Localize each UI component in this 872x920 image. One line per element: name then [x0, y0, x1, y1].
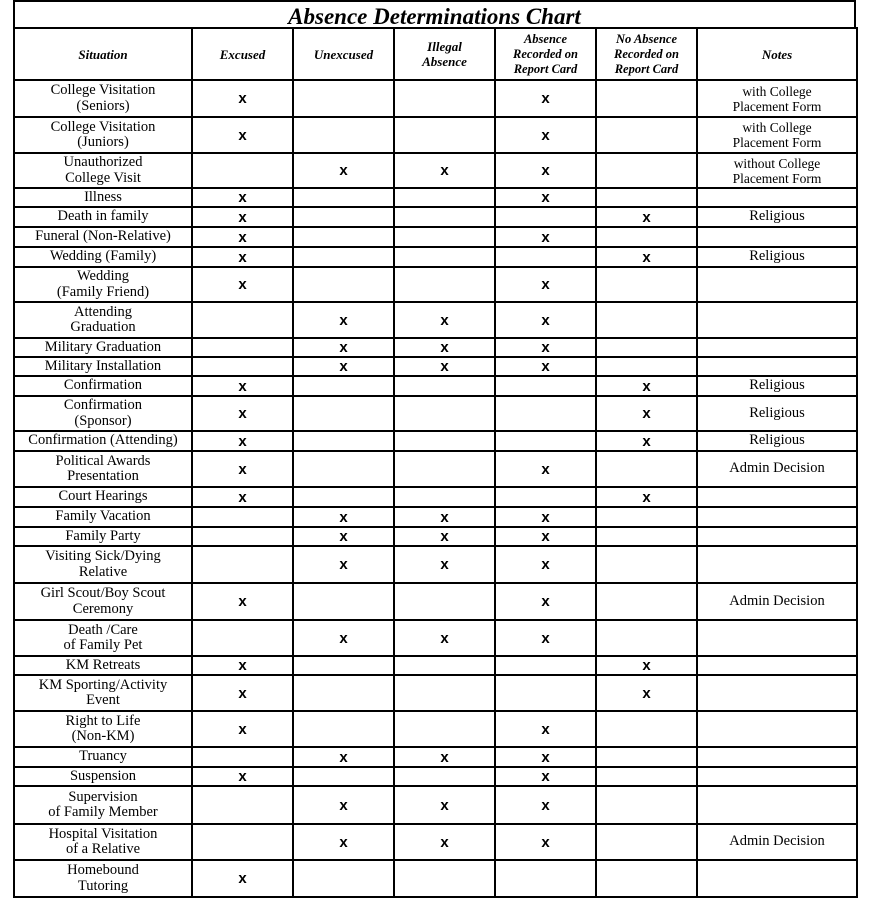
not-recorded-mark-cell: x: [596, 675, 697, 711]
header-situation: Situation: [14, 28, 192, 80]
recorded-mark-cell: x: [495, 767, 596, 786]
recorded-mark-cell: x: [495, 153, 596, 188]
not-recorded-mark-cell: [596, 267, 697, 302]
situation-cell: Court Hearings: [14, 487, 192, 507]
unexcused-mark-cell: [293, 451, 394, 487]
notes-cell: [697, 357, 857, 376]
situation-cell: Suspension: [14, 767, 192, 786]
unexcused-mark-cell: x: [293, 338, 394, 357]
illegal-mark-cell: [394, 487, 495, 507]
table-row: [14, 451, 857, 487]
recorded-mark-cell: x: [495, 188, 596, 207]
illegal-mark-cell: [394, 207, 495, 227]
notes-cell: [697, 860, 857, 897]
recorded-mark-cell: x: [495, 338, 596, 357]
not-recorded-mark-cell: [596, 786, 697, 824]
table-row: [14, 227, 857, 247]
not-recorded-mark-cell: [596, 357, 697, 376]
situation-cell: Confirmation (Attending): [14, 431, 192, 451]
situation-cell: College Visitation (Juniors): [14, 117, 192, 153]
recorded-mark-cell: [495, 675, 596, 711]
notes-cell: [697, 675, 857, 711]
notes-cell: [697, 747, 857, 767]
not-recorded-mark-cell: [596, 824, 697, 860]
notes-cell: [697, 656, 857, 675]
situation-cell: Right to Life (Non-KM): [14, 711, 192, 747]
notes-cell: [697, 487, 857, 507]
excused-mark-cell: x: [192, 207, 293, 227]
recorded-mark-cell: x: [495, 451, 596, 487]
recorded-mark-cell: [495, 431, 596, 451]
unexcused-mark-cell: x: [293, 527, 394, 546]
notes-cell: [697, 302, 857, 338]
illegal-mark-cell: x: [394, 747, 495, 767]
excused-mark-cell: [192, 747, 293, 767]
illegal-mark-cell: [394, 376, 495, 396]
table-row: [14, 153, 857, 188]
excused-mark-cell: [192, 302, 293, 338]
not-recorded-mark-cell: [596, 338, 697, 357]
table-row: [14, 620, 857, 656]
not-recorded-mark-cell: [596, 227, 697, 247]
excused-mark-cell: x: [192, 431, 293, 451]
excused-mark-cell: x: [192, 860, 293, 897]
recorded-mark-cell: x: [495, 80, 596, 117]
table-row: [14, 711, 857, 747]
illegal-mark-cell: [394, 188, 495, 207]
situation-cell: Hospital Visitation of a Relative: [14, 824, 192, 860]
illegal-mark-cell: x: [394, 620, 495, 656]
table-row: [14, 338, 857, 357]
unexcused-mark-cell: [293, 267, 394, 302]
not-recorded-mark-cell: [596, 507, 697, 527]
situation-cell: Unauthorized College Visit: [14, 153, 192, 188]
header-row: [14, 28, 857, 80]
excused-mark-cell: x: [192, 376, 293, 396]
not-recorded-mark-cell: [596, 747, 697, 767]
not-recorded-mark-cell: [596, 153, 697, 188]
notes-cell: [697, 227, 857, 247]
unexcused-mark-cell: [293, 188, 394, 207]
notes-cell: [697, 338, 857, 357]
illegal-mark-cell: [394, 267, 495, 302]
notes-cell: [697, 188, 857, 207]
situation-cell: Wedding (Family Friend): [14, 267, 192, 302]
illegal-mark-cell: [394, 396, 495, 431]
recorded-mark-cell: x: [495, 357, 596, 376]
table-row: [14, 207, 857, 227]
recorded-mark-cell: x: [495, 747, 596, 767]
unexcused-mark-cell: [293, 247, 394, 267]
illegal-mark-cell: [394, 431, 495, 451]
header-absence-recorded: Absence Recorded on Report Card: [495, 28, 596, 80]
illegal-mark-cell: [394, 227, 495, 247]
table-row: [14, 786, 857, 824]
not-recorded-mark-cell: [596, 546, 697, 583]
situation-cell: Death /Care of Family Pet: [14, 620, 192, 656]
situation-cell: Truancy: [14, 747, 192, 767]
unexcused-mark-cell: [293, 431, 394, 451]
table-row: [14, 487, 857, 507]
illegal-mark-cell: [394, 767, 495, 786]
recorded-mark-cell: [495, 396, 596, 431]
situation-cell: Military Installation: [14, 357, 192, 376]
illegal-mark-cell: [394, 80, 495, 117]
unexcused-mark-cell: x: [293, 620, 394, 656]
not-recorded-mark-cell: [596, 188, 697, 207]
recorded-mark-cell: x: [495, 546, 596, 583]
situation-cell: Supervision of Family Member: [14, 786, 192, 824]
situation-cell: Girl Scout/Boy Scout Ceremony: [14, 583, 192, 620]
table-row: [14, 302, 857, 338]
recorded-mark-cell: x: [495, 786, 596, 824]
header-illegal-absence: Illegal Absence: [394, 28, 495, 80]
recorded-mark-cell: x: [495, 302, 596, 338]
illegal-mark-cell: [394, 117, 495, 153]
excused-mark-cell: x: [192, 583, 293, 620]
unexcused-mark-cell: [293, 860, 394, 897]
excused-mark-cell: x: [192, 451, 293, 487]
illegal-mark-cell: x: [394, 338, 495, 357]
unexcused-mark-cell: [293, 227, 394, 247]
excused-mark-cell: [192, 546, 293, 583]
illegal-mark-cell: x: [394, 357, 495, 376]
excused-mark-cell: [192, 338, 293, 357]
illegal-mark-cell: [394, 451, 495, 487]
not-recorded-mark-cell: x: [596, 431, 697, 451]
table-row: [14, 675, 857, 711]
illegal-mark-cell: [394, 247, 495, 267]
chart-title: Absence Determinations Chart: [13, 0, 856, 27]
not-recorded-mark-cell: [596, 860, 697, 897]
unexcused-mark-cell: [293, 80, 394, 117]
notes-cell: [697, 767, 857, 786]
notes-cell: [697, 786, 857, 824]
notes-cell: without College Placement Form: [697, 153, 857, 188]
unexcused-mark-cell: [293, 207, 394, 227]
not-recorded-mark-cell: x: [596, 376, 697, 396]
notes-cell: Religious: [697, 396, 857, 431]
excused-mark-cell: x: [192, 117, 293, 153]
table-row: [14, 824, 857, 860]
illegal-mark-cell: [394, 860, 495, 897]
excused-mark-cell: x: [192, 80, 293, 117]
situation-cell: Confirmation: [14, 376, 192, 396]
unexcused-mark-cell: [293, 675, 394, 711]
excused-mark-cell: [192, 786, 293, 824]
table-row: [14, 267, 857, 302]
notes-cell: [697, 527, 857, 546]
illegal-mark-cell: [394, 656, 495, 675]
notes-cell: [697, 546, 857, 583]
recorded-mark-cell: [495, 207, 596, 227]
table-row: [14, 656, 857, 675]
illegal-mark-cell: x: [394, 302, 495, 338]
not-recorded-mark-cell: x: [596, 487, 697, 507]
situation-cell: Family Party: [14, 527, 192, 546]
excused-mark-cell: [192, 824, 293, 860]
situation-cell: Confirmation (Sponsor): [14, 396, 192, 431]
table-row: [14, 860, 857, 897]
unexcused-mark-cell: x: [293, 786, 394, 824]
not-recorded-mark-cell: x: [596, 656, 697, 675]
unexcused-mark-cell: [293, 583, 394, 620]
table-row: [14, 431, 857, 451]
not-recorded-mark-cell: [596, 620, 697, 656]
illegal-mark-cell: x: [394, 546, 495, 583]
recorded-mark-cell: [495, 860, 596, 897]
situation-cell: Family Vacation: [14, 507, 192, 527]
unexcused-mark-cell: x: [293, 302, 394, 338]
recorded-mark-cell: [495, 376, 596, 396]
excused-mark-cell: x: [192, 675, 293, 711]
situation-cell: Homebound Tutoring: [14, 860, 192, 897]
illegal-mark-cell: [394, 583, 495, 620]
recorded-mark-cell: x: [495, 711, 596, 747]
unexcused-mark-cell: [293, 767, 394, 786]
recorded-mark-cell: x: [495, 267, 596, 302]
recorded-mark-cell: x: [495, 117, 596, 153]
situation-cell: Illness: [14, 188, 192, 207]
notes-cell: Religious: [697, 247, 857, 267]
situation-cell: Military Graduation: [14, 338, 192, 357]
not-recorded-mark-cell: [596, 711, 697, 747]
recorded-mark-cell: [495, 656, 596, 675]
notes-cell: [697, 267, 857, 302]
notes-cell: Admin Decision: [697, 583, 857, 620]
recorded-mark-cell: x: [495, 620, 596, 656]
excused-mark-cell: x: [192, 487, 293, 507]
table-row: [14, 80, 857, 117]
not-recorded-mark-cell: [596, 583, 697, 620]
situation-cell: KM Sporting/Activity Event: [14, 675, 192, 711]
excused-mark-cell: [192, 527, 293, 546]
table-row: [14, 247, 857, 267]
table-row: [14, 357, 857, 376]
notes-cell: Religious: [697, 207, 857, 227]
table-row: [14, 396, 857, 431]
excused-mark-cell: x: [192, 227, 293, 247]
excused-mark-cell: x: [192, 656, 293, 675]
absence-chart-document: [13, 0, 856, 898]
table-row: [14, 583, 857, 620]
situation-cell: Visiting Sick/Dying Relative: [14, 546, 192, 583]
illegal-mark-cell: [394, 675, 495, 711]
excused-mark-cell: [192, 507, 293, 527]
not-recorded-mark-cell: x: [596, 207, 697, 227]
notes-cell: Religious: [697, 431, 857, 451]
unexcused-mark-cell: [293, 117, 394, 153]
illegal-mark-cell: x: [394, 527, 495, 546]
unexcused-mark-cell: x: [293, 507, 394, 527]
recorded-mark-cell: [495, 247, 596, 267]
illegal-mark-cell: x: [394, 153, 495, 188]
notes-cell: with College Placement Form: [697, 80, 857, 117]
unexcused-mark-cell: [293, 487, 394, 507]
notes-cell: Admin Decision: [697, 451, 857, 487]
unexcused-mark-cell: [293, 656, 394, 675]
recorded-mark-cell: x: [495, 227, 596, 247]
illegal-mark-cell: [394, 711, 495, 747]
unexcused-mark-cell: [293, 376, 394, 396]
absence-table: [13, 27, 858, 898]
excused-mark-cell: x: [192, 188, 293, 207]
unexcused-mark-cell: x: [293, 824, 394, 860]
recorded-mark-cell: x: [495, 527, 596, 546]
not-recorded-mark-cell: [596, 117, 697, 153]
recorded-mark-cell: [495, 487, 596, 507]
unexcused-mark-cell: x: [293, 153, 394, 188]
table-row: [14, 507, 857, 527]
situation-cell: Political Awards Presentation: [14, 451, 192, 487]
unexcused-mark-cell: x: [293, 357, 394, 376]
notes-cell: Religious: [697, 376, 857, 396]
excused-mark-cell: [192, 357, 293, 376]
situation-cell: College Visitation (Seniors): [14, 80, 192, 117]
unexcused-mark-cell: [293, 396, 394, 431]
illegal-mark-cell: x: [394, 507, 495, 527]
unexcused-mark-cell: x: [293, 747, 394, 767]
not-recorded-mark-cell: [596, 767, 697, 786]
table-row: [14, 376, 857, 396]
table-row: [14, 527, 857, 546]
situation-cell: Death in family: [14, 207, 192, 227]
notes-cell: [697, 620, 857, 656]
excused-mark-cell: x: [192, 396, 293, 431]
unexcused-mark-cell: [293, 711, 394, 747]
table-row: [14, 546, 857, 583]
situation-cell: Funeral (Non-Relative): [14, 227, 192, 247]
illegal-mark-cell: x: [394, 824, 495, 860]
not-recorded-mark-cell: x: [596, 396, 697, 431]
header-unexcused: Unexcused: [293, 28, 394, 80]
situation-cell: Attending Graduation: [14, 302, 192, 338]
illegal-mark-cell: x: [394, 786, 495, 824]
not-recorded-mark-cell: [596, 527, 697, 546]
notes-cell: [697, 711, 857, 747]
recorded-mark-cell: x: [495, 583, 596, 620]
notes-cell: [697, 507, 857, 527]
table-row: [14, 117, 857, 153]
excused-mark-cell: x: [192, 767, 293, 786]
not-recorded-mark-cell: [596, 451, 697, 487]
table-row: [14, 767, 857, 786]
recorded-mark-cell: x: [495, 507, 596, 527]
table-row: [14, 747, 857, 767]
situation-cell: KM Retreats: [14, 656, 192, 675]
notes-cell: with College Placement Form: [697, 117, 857, 153]
table-body: [14, 80, 857, 897]
not-recorded-mark-cell: [596, 302, 697, 338]
notes-cell: Admin Decision: [697, 824, 857, 860]
not-recorded-mark-cell: x: [596, 247, 697, 267]
header-notes: Notes: [697, 28, 857, 80]
situation-cell: Wedding (Family): [14, 247, 192, 267]
recorded-mark-cell: x: [495, 824, 596, 860]
not-recorded-mark-cell: [596, 80, 697, 117]
unexcused-mark-cell: x: [293, 546, 394, 583]
header-no-absence-recorded: No Absence Recorded on Report Card: [596, 28, 697, 80]
table-row: [14, 188, 857, 207]
header-excused: Excused: [192, 28, 293, 80]
excused-mark-cell: x: [192, 247, 293, 267]
excused-mark-cell: [192, 153, 293, 188]
excused-mark-cell: x: [192, 711, 293, 747]
excused-mark-cell: [192, 620, 293, 656]
excused-mark-cell: x: [192, 267, 293, 302]
